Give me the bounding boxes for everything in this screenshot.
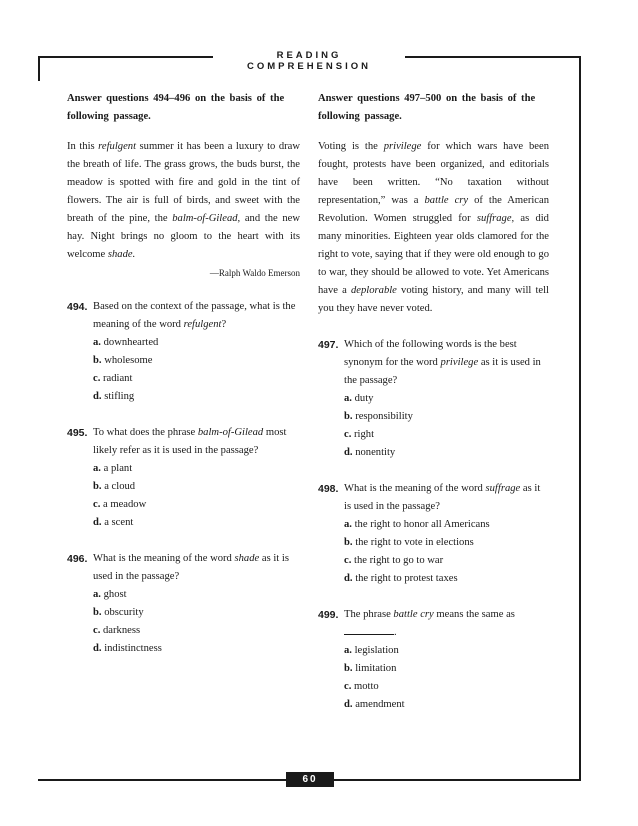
option-letter: d. [93,517,102,528]
answer-option [93,334,300,352]
text-run: What is the meaning of the word [93,553,235,564]
option-text: indistinctness [101,643,162,654]
instructions: Answer questions 494–496 on the basis of the following passage. [67,93,285,122]
answer-option [93,352,300,370]
text-run: summer it has been a luxury to draw the breath of life. The grass grows, the buds burst, the meadow is spotted with fire and gold in the tint of flowers. The air is full of birds, and sweet with the breath of the pine, the [67,141,300,224]
option-letter: c. [93,499,101,510]
answer-option [93,388,300,406]
option-text: right [351,429,375,440]
option-text: radiant [100,373,133,384]
answer-option [344,678,549,696]
question-number: 494. [67,301,88,313]
option-letter: b. [93,355,102,366]
question-number: 497. [318,339,339,351]
italic-term: suffrage, [476,213,515,224]
option-text: the right to honor all Americans [351,519,490,530]
question [67,298,300,406]
option-letter: c. [344,681,352,692]
text-run: as it is used in the passage? [344,357,541,386]
text-run: . [394,627,397,638]
frame-rule-top-right [405,56,581,58]
instructions: Answer questions 497–500 on the basis of the following passage. [318,93,536,122]
text-run: for which wars have been fought, protests have been organized, and editorials have been written. “No taxation without representation,” was a [318,141,550,206]
answer-option [344,390,549,408]
question [318,480,549,588]
italic-term: refulgent [183,319,222,330]
option-text: nonentity [352,447,396,458]
option-text: the right to go to war [351,555,444,566]
option-text: responsibility [352,411,413,422]
option-letter: b. [344,537,353,548]
question [67,550,300,658]
answer-option [344,516,549,534]
question-stem [93,550,300,586]
option-text: stifling [101,391,135,402]
option-text: the right to vote in elections [352,537,474,548]
option-text: wholesome [101,355,153,366]
option-letter: a. [93,463,101,474]
answer-option [344,552,549,570]
question [318,336,549,462]
section-header: READING COMPREHENSION [247,50,371,72]
option-letter: d. [93,643,102,654]
italic-term: battle cry [424,195,469,206]
answer-option [93,460,300,478]
text-run: voting history, and many will tell you they have never voted. [318,285,550,314]
text-run: Which of the following words is the best synonym for the word [344,339,517,368]
answer-option [93,586,300,604]
frame-rule-bottom-left [38,779,286,781]
text-run: Voting is the [318,141,384,152]
answer-option [93,370,300,388]
answer-option [344,660,549,678]
frame-rule-left [38,56,40,81]
text-run: The phrase [344,609,394,620]
question-stem [93,298,300,334]
text-run: most likely refer as it is used in the passage? [93,427,287,456]
option-text: motto [351,681,379,692]
question [318,606,549,714]
question-list [318,336,549,714]
italic-term: shade [234,553,260,564]
option-letter: d. [93,391,102,402]
option-letter: d. [344,699,353,710]
question-stem [344,336,549,390]
italic-term: balm-of-Gilead, [172,213,241,224]
question-stem [93,424,300,460]
italic-term: refulgent [98,141,137,152]
question-number: 495. [67,427,88,439]
answer-option [344,444,549,462]
option-text: a scent [101,517,134,528]
option-letter: a. [344,393,352,404]
option-text: a meadow [100,499,147,510]
text-run: as did many minorities. Eighteen year olds clamored for the right to vote, saying that if they were old enough to go to war, they should be allowed to vote. Yet Americans have a [318,213,549,296]
answer-option [344,642,549,660]
option-letter: c. [344,429,352,440]
option-text: amendment [352,699,405,710]
frame-rule-bottom-right [334,779,581,781]
question [67,424,300,532]
option-text: a plant [100,463,133,474]
answer-option [93,604,300,622]
italic-term: suffrage [485,483,521,494]
text-run: and the new hay. Night brings no gloom to the heart with its welcome [67,213,300,260]
passage [67,138,300,264]
italic-term: privilege [440,357,479,368]
answer-option [93,496,300,514]
answer-option [344,534,549,552]
text-run: of the American Revolution. Women struggled for [318,195,549,224]
question-list [67,298,300,658]
option-text: a cloud [101,481,136,492]
text-run: as it is used in the passage? [93,553,289,582]
option-letter: a. [93,337,101,348]
option-letter: d. [344,447,353,458]
answer-option [344,408,549,426]
italic-term: shade. [107,249,136,260]
italic-term: battle cry [393,609,434,620]
option-letter: a. [344,645,352,656]
option-letter: a. [93,589,101,600]
option-text: darkness [100,625,141,636]
question-number: 498. [318,483,339,495]
passage [318,138,549,318]
italic-term: deplorable [350,285,397,296]
answer-option [93,514,300,532]
text-run: ? [221,319,227,330]
frame-rule-top-left [38,56,213,58]
frame-rule-right [579,56,581,781]
answer-option [344,426,549,444]
option-letter: c. [344,555,352,566]
option-text: downhearted [100,337,159,348]
option-letter: c. [93,625,101,636]
question-stem [344,480,549,516]
answer-option [93,622,300,640]
italic-term: balm-of-Gilead [197,427,264,438]
left-column [67,90,300,658]
option-text: duty [351,393,374,404]
answer-option [93,640,300,658]
question-number: 496. [67,553,88,565]
text-run: In this [67,141,99,152]
question-stem [344,606,549,642]
option-text: legislation [351,645,399,656]
answer-option [344,696,549,714]
question-number: 499. [318,609,339,621]
right-column [318,90,549,714]
option-text: limitation [352,663,397,674]
option-text: the right to protest taxes [352,573,458,584]
option-letter: b. [344,411,353,422]
option-text: obscurity [101,607,144,618]
option-letter: b. [93,481,102,492]
option-letter: c. [93,373,101,384]
page-number: 60 [286,772,334,787]
text-run: What is the meaning of the word [344,483,486,494]
option-letter: b. [93,607,102,618]
option-letter: d. [344,573,353,584]
text-run: To what does the phrase [93,427,198,438]
text-run: Based on the context of the passage, what is the meaning of the word [93,301,296,330]
italic-term: privilege [383,141,422,152]
option-letter: b. [344,663,353,674]
attribution: —Ralph Waldo Emerson [209,268,300,278]
text-run: as it is used in the passage? [344,483,541,512]
option-text: ghost [100,589,127,600]
answer-blank [344,624,394,635]
text-run: means the same as [433,609,515,620]
answer-option [93,478,300,496]
option-letter: a. [344,519,352,530]
answer-option [344,570,549,588]
